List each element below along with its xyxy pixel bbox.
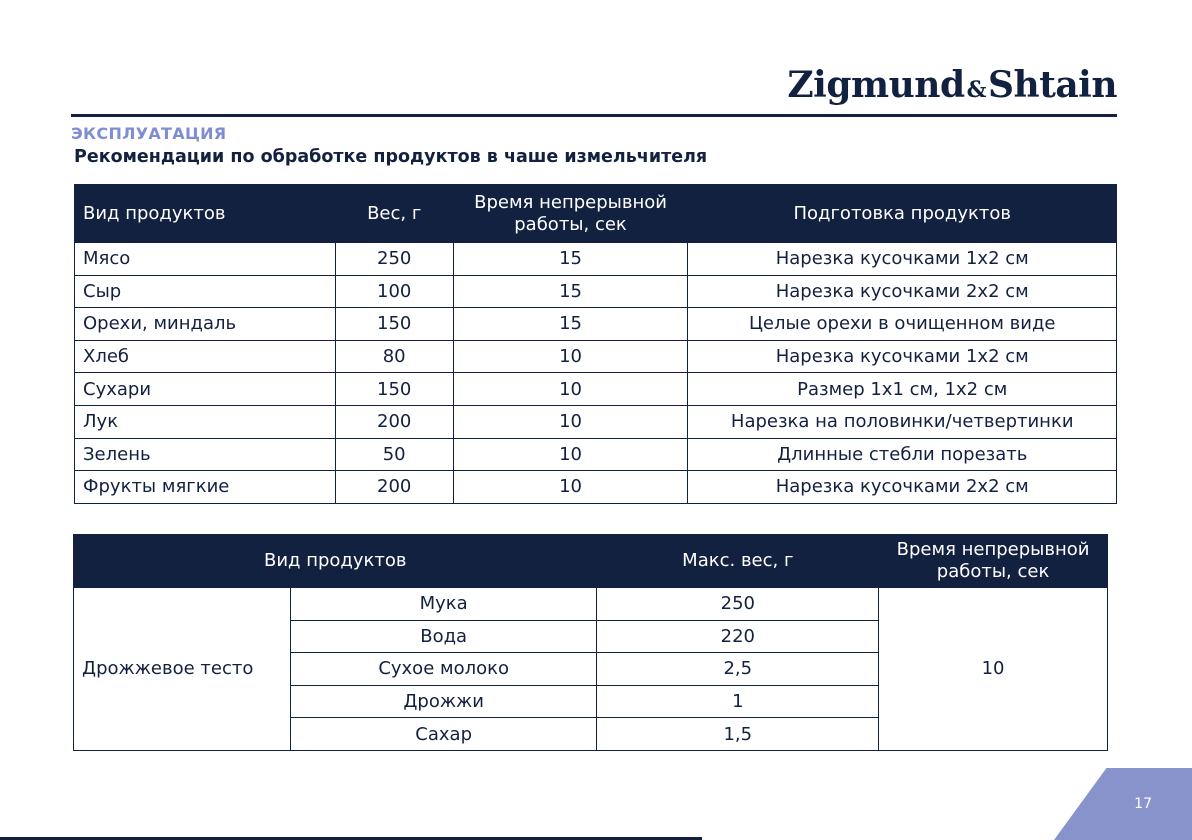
cell-weight: 100	[335, 275, 453, 308]
cell-time: 10	[453, 405, 688, 438]
table-row	[75, 471, 1117, 504]
table-row	[74, 588, 1108, 621]
table-row	[75, 373, 1117, 406]
cell-preparation: Нарезка кусочками 2x2 см	[688, 275, 1117, 308]
table-row	[75, 308, 1117, 341]
page-title: Рекомендации по обработке продуктов в чаше измельчителя	[74, 147, 708, 167]
cell-preparation: Нарезка кусочками 1x2 см	[688, 340, 1117, 373]
cell-max-weight: 1	[597, 685, 879, 718]
cell-time: 10	[453, 438, 688, 471]
cell-time: 10	[453, 471, 688, 504]
table-header-row	[74, 535, 1108, 588]
cell-weight: 250	[335, 243, 453, 276]
table-row	[75, 340, 1117, 373]
cell-time: 15	[453, 275, 688, 308]
table-row	[75, 275, 1117, 308]
header-rule	[71, 114, 1117, 117]
cell-weight: 150	[335, 308, 453, 341]
cell-max-weight: 250	[597, 588, 879, 621]
cell-ingredient: Сухое молоко	[290, 653, 597, 686]
cell-ingredient: Мука	[290, 588, 597, 621]
page-corner	[1054, 768, 1192, 840]
cell-product: Сыр	[75, 275, 336, 308]
cell-max-weight: 220	[597, 620, 879, 653]
table-header-row	[75, 185, 1117, 243]
section-label: ЭКСПЛУАТАЦИЯ	[71, 124, 227, 143]
cell-time: 10	[879, 588, 1108, 751]
header-max-weight: Макс. вес, г	[597, 535, 879, 588]
cell-max-weight: 2,5	[597, 653, 879, 686]
header-weight: Вес, г	[335, 185, 453, 243]
cell-ingredient: Вода	[290, 620, 597, 653]
cell-weight: 50	[335, 438, 453, 471]
brand-logo: Zigmund&Shtain	[787, 64, 1117, 106]
cell-ingredient: Дрожжи	[290, 685, 597, 718]
cell-product: Лук	[75, 405, 336, 438]
cell-preparation: Нарезка на половинки/четвертинки	[688, 405, 1117, 438]
cell-product: Мясо	[75, 243, 336, 276]
header-product: Вид продуктов	[74, 535, 597, 588]
table-row	[75, 438, 1117, 471]
cell-weight: 80	[335, 340, 453, 373]
cell-preparation: Длинные стебли порезать	[688, 438, 1117, 471]
header-time: Время непрерывной работы, сек	[879, 535, 1108, 588]
cell-preparation: Размер 1x1 см, 1x2 см	[688, 373, 1117, 406]
cell-preparation: Целые орехи в очищенном виде	[688, 308, 1117, 341]
cell-weight: 200	[335, 471, 453, 504]
cell-product: Сухари	[75, 373, 336, 406]
header-product: Вид продуктов	[75, 185, 336, 243]
cell-ingredient: Сахар	[290, 718, 597, 751]
cell-time: 10	[453, 340, 688, 373]
page-number: 17	[1134, 796, 1152, 812]
cell-max-weight: 1,5	[597, 718, 879, 751]
cell-product: Орехи, миндаль	[75, 308, 336, 341]
cell-product: Фрукты мягкие	[75, 471, 336, 504]
cell-product: Хлеб	[75, 340, 336, 373]
cell-weight: 200	[335, 405, 453, 438]
header-time: Время непрерывной работы, сек	[453, 185, 688, 243]
table-row	[75, 243, 1117, 276]
cell-preparation: Нарезка кусочками 1x2 см	[688, 243, 1117, 276]
header-preparation: Подготовка продуктов	[688, 185, 1117, 243]
cell-weight: 150	[335, 373, 453, 406]
table-row	[75, 405, 1117, 438]
cell-time: 15	[453, 243, 688, 276]
cell-group: Дрожжевое тесто	[74, 588, 291, 751]
cell-time: 15	[453, 308, 688, 341]
cell-preparation: Нарезка кусочками 2x2 см	[688, 471, 1117, 504]
cell-product: Зелень	[75, 438, 336, 471]
cell-time: 10	[453, 373, 688, 406]
dough-table	[73, 534, 1108, 751]
processing-table	[74, 184, 1117, 504]
